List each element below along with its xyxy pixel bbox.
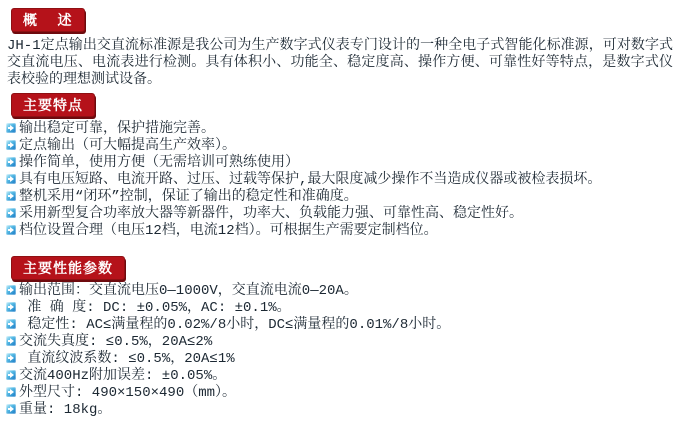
feature-item [6, 223, 675, 240]
parameter-item [6, 283, 675, 300]
parameter-item [6, 334, 675, 351]
parameter-item-text: 稳定性: AC≤满量程的0.02%/8小时，DC≤满量程的0.01%/8小时。 [27, 317, 451, 333]
arrow-bullet-icon [6, 140, 16, 150]
parameter-item [6, 317, 675, 334]
parameter-item-text: 交流失真度: ≤0.5%，20A≤2% [19, 334, 213, 350]
feature-item [6, 121, 675, 138]
feature-item-text: 输出稳定可靠，保护措施完善。 [19, 121, 215, 137]
arrow-bullet-icon [6, 353, 16, 363]
arrow-bullet-icon [6, 404, 16, 414]
arrow-bullet-icon [6, 123, 16, 133]
arrow-bullet-icon [6, 208, 16, 218]
feature-item [6, 138, 675, 155]
feature-item [6, 155, 675, 172]
parameter-item-text: 准 确 度: DC: ±0.05%，AC: ±0.1%。 [27, 300, 291, 316]
section-performance-parameters [6, 240, 675, 419]
arrow-bullet-icon [6, 285, 16, 295]
feature-item-text: 操作简单，使用方便（无需培训可熟练使用） [19, 155, 299, 171]
arrow-bullet-icon [6, 157, 16, 167]
arrow-bullet-icon [6, 336, 16, 346]
feature-item-text: 定点输出（可大幅提高生产效率）。 [19, 138, 236, 154]
arrow-bullet-icon [6, 387, 16, 397]
feature-item-text: 采用新型复合功率放大器等新器件，功率大、负载能力强、可靠性高、稳定性好。 [19, 206, 523, 222]
parameter-item [6, 385, 675, 402]
feature-item-text: 具有电压短路、电流开路、过压、过载等保护,最大限度减少操作不当造成仪器或被检表损坏。 [19, 172, 602, 188]
features-section-badge: 主要特点 [11, 93, 95, 117]
parameter-item-text: 重量: 18kg。 [19, 402, 112, 418]
feature-item-text: 档位设置合理（电压12档，电流12档）。可根据生产需要定制档位。 [19, 223, 438, 239]
parameter-item [6, 351, 675, 368]
feature-item [6, 189, 675, 206]
arrow-bullet-icon [6, 370, 16, 380]
parameter-item [6, 368, 675, 385]
parameters-section-badge: 主要性能参数 [11, 256, 125, 280]
arrow-bullet-icon [6, 174, 16, 184]
parameter-item-text: 输出范围：交直流电压0—1000V，交直流电流0—20A。 [19, 283, 358, 299]
feature-item-text: 整机采用“闭环”控制，保证了输出的稳定性和准确度。 [19, 189, 358, 205]
overview-paragraph: JH-1定点输出交直流标准源是我公司为生产数字式仪表专门设计的一种全电子式智能化标准源，可对数字式交直流电压、电流表进行检测。具有体积小、功能全、稳定度高、操作方便、可靠性好等特点，是数字式仪表校验的理想测试设备。 [7, 38, 673, 88]
parameter-item-text: 外型尺寸: 490×150×490（mm）。 [19, 385, 237, 401]
feature-item [6, 172, 675, 189]
arrow-bullet-icon [6, 302, 16, 312]
feature-item [6, 206, 675, 223]
parameter-item-text: 直流纹波系数: ≤0.5%，20A≤1% [27, 351, 235, 367]
arrow-bullet-icon [6, 191, 16, 201]
parameters-list [6, 283, 675, 419]
parameter-item-text: 交流400Hz附加误差: ±0.05%。 [19, 368, 227, 384]
parameter-item [6, 402, 675, 419]
section-overview [6, 6, 675, 89]
features-list [6, 121, 675, 240]
parameter-item [6, 300, 675, 317]
section-main-features [6, 91, 675, 240]
overview-section-badge: 概 述 [11, 8, 85, 32]
arrow-bullet-icon [6, 319, 16, 329]
arrow-bullet-icon [6, 225, 16, 235]
